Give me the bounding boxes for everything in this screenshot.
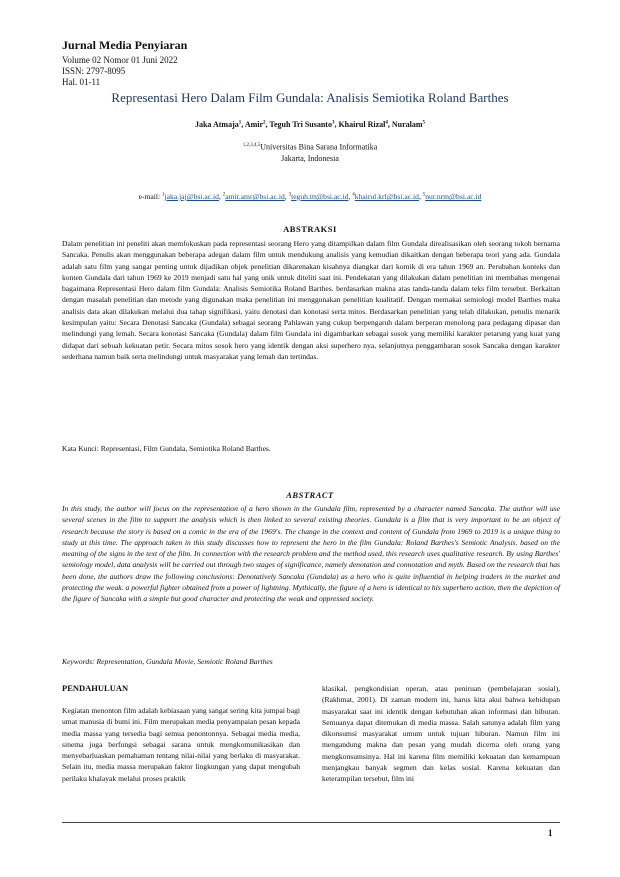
affiliation-sup: 1,2,3,4,5 bbox=[242, 143, 261, 148]
page-range: Hal. 01-11 bbox=[62, 77, 101, 87]
author-name: Amir bbox=[244, 120, 264, 129]
email-link[interactable]: nur.nrm@bsi.ac.id bbox=[425, 192, 482, 201]
paper-title: Representasi Hero Dalam Film Gundala: Analisis Semiotika Roland Barthes bbox=[111, 90, 509, 105]
volume-info: Volume 02 Nomor 01 Juni 2022 bbox=[62, 55, 178, 65]
email-link[interactable]: khairul.krl@bsi.ac.id bbox=[354, 192, 419, 201]
section-heading-pendahuluan: PENDAHULUAN bbox=[62, 683, 129, 693]
author-name: Teguh Tri Susanto bbox=[269, 120, 332, 129]
abstraksi-heading: ABSTRAKSI bbox=[283, 224, 337, 234]
email-link[interactable]: teguh.ttt@bsi.ac.id bbox=[291, 192, 349, 201]
author-sup: 3 bbox=[331, 120, 335, 126]
intro-right-column: klasikal, pengkondisian operan, atau peniruan (pembelajaran sosial), (Rakhmat, 2001). Di zaman modern ini, harus kita akui bahwa kehidupan masyarakat saat ini identik dengan kebutuhan akan informasi dan hiburan. Semuanya dapat ditemukan di media massa. Salah satunya adalah film yang dikonsumsi masyarakat umum untuk tujuan hiburan. Namun film ini mengandung makna dan pesan yang mudah dicerna oleh orang yang mengkonsumsinya. Hal ini karena film memiliki kekuatan dan kemampuan menjangkau banyak segmen dan kelas sosial. Karena kekuatan dan keterampilan tersebut, film ini bbox=[322, 684, 560, 784]
issn: ISSN: 2797-8095 bbox=[62, 66, 126, 76]
author-sup: 1 bbox=[238, 120, 242, 126]
email-link[interactable]: jaka.jaj@bsi.ac.id bbox=[164, 192, 219, 201]
abstraksi-text: Dalam penelitian ini peneliti akan memfokuskan pada representasi seorang Hero yang ditampilkan dalam film Gundala direalisasikan oleh seorang tokoh bernama Sancaka. Penulis akan menggunakan beberapa adegan dalam film untuk mendukung analisis yang kemudian dikaitkan dengan beberapa teori yang ada. Gundala adalah satu film yang sangat penting untuk dijadikan objek penelitian dikarenakan kisahnya diangkat dari komik di era tahun 1969 an. Perubahan konteks dan konten Gundala dari tahun 1969 ke 2019 menjadi satu hal yang unik untuk diteliti saat ini. Pendekatan yang dilakukan dalam penelitian ini membahas mengenai bagaimana Representasi Hero dalam film Gundala: Analisis Semiotika Roland Barthes. berdasarkan makna atas tanda-tanda dalam teks film tersebut. Berkaitan dengan masalah penelitian dan metode yang digunakan maka penelitian ini menggunakan penelitian kualitatif. Dengan memakai semiologi model Barthes maka analisis data akan dilakukan melalui dua tahap signifikasi, yaitu denotasi dan konotasi serta mitos. Berdasarkan penelitian yang telah dilakukan, penulis menarik kesimpulan yaitu: Secara Denotasi Sancaka (Gundala) sebagai seorang Pahlawan yang cukup berpengaruh dalam berperan menolong para pedagang dipasar dan melindungi yang lemah. Secara konotasi Sancaka (Gundala) dalam film Gundala ini digambarkan sebagai sosok yang memiliki karakter petarung yang kuat yang didapat dari sebuah kekuatan petir. Secara mitos sosok hero yang identik dengan aksi superhero nya, selanjutnya penggambaran sosok Sancaka dengan karakter sederhana namun baik serta melindungi untuk masyarakat yang lemah dan tertindas. bbox=[62, 239, 560, 361]
institution: Universitas Bina Sarana Informatika bbox=[260, 142, 378, 152]
author-sup: 2 bbox=[263, 120, 266, 126]
city: Jakarta, Indonesia bbox=[281, 153, 339, 163]
journal-name: Jurnal Media Penyiaran bbox=[62, 38, 188, 52]
author-name: Jaka Atmaja bbox=[194, 120, 239, 129]
page-number: 1 bbox=[548, 828, 553, 838]
email-label: e-mail: bbox=[138, 192, 161, 201]
author-list: Jaka Atmaja$^1$, Amir$^2$, Teguh Tri Susanto$^3$, Khairul Rizal$^4$, Nuralam$^5$ bbox=[194, 120, 426, 129]
keywords: Keywords: Representation, Gundala Movie, Semiotic Roland Barthes bbox=[62, 657, 273, 666]
author-name: Khairul Rizal bbox=[338, 120, 386, 129]
email-line: e-mail: $^1$jaka.jaj@bsi.ac.id, $^2$amir.amr@bsi.ac.id, $^3$teguh.ttt@bsi.ac.id, $^4$khairul.krl@bsi.ac.id, $^5$nur.nrm@bsi.ac.id bbox=[138, 192, 482, 201]
author-sup: 4 bbox=[385, 120, 388, 126]
author-name: Nuralam bbox=[391, 120, 423, 129]
abstract-text: In this study, the author will focus on the representation of a hero shown in the Gundala film, represented by a character named Sancaka. The author will use several scenes in the film to support the analysis which is then linked to several existing theories. Gundala is a film that is very important to be an object of research because the story is based on a comic in the era of the 1969's. The change in the context and content of Gundala from 1969 to 2019 is a unique thing to study at this time. The approach taken in this study discusses how to represent the hero in the film Gundala: Roland Barthes's Semiotic Analysis. based on the meaning of the signs in the text of the film. In connection with the research problem and the method used, this research uses qualitative research. By using Barthes' semiology model, data analysis will be carried out through two stages of significance, namely denotation and connotation and myth. Based on the research that has been done, the authors draw the following conclusions: Denotatively Sancaka (Gundala) as a hero who is quite influential in helping traders in the market and protecting the weak. a powerful fighter obtained from a power of lightning. Mythically, the figure of a hero is identical to his superhero action, then the depiction of the figure of Sancaka with a simple but good character and protecting the weak and oppressed society. bbox=[62, 504, 560, 604]
affiliation bbox=[0, 140, 620, 164]
kata-kunci: Kata Kunci: Representasi, Film Gundala, Semiotika Roland Barthes. bbox=[62, 444, 271, 453]
footer-rule bbox=[62, 822, 560, 823]
intro-left-column: Kegiatan menonton film adalah kebiasaan yang sangat sering kita jumpai bagi umat manusia di bumi ini. Film merupakan media penyampaian pesan kepada media massa yang tersedia bagi semua penontonnya. Sebagai media media, sinema juga berfungsi sebagai sarana untuk mengkomunikasikan dan menyebarluaskan pemahaman tentang nilai-nilai yang berlaku di masyarakat. Selain itu, media massa merupakan faktor lingkungan yang dapat mengubah perilaku khalayak melalui proses praktik bbox=[62, 706, 300, 783]
abstract-heading: ABSTRACT bbox=[286, 490, 334, 500]
author-sup: 5 bbox=[422, 120, 426, 126]
email-link[interactable]: amir.amr@bsi.ac.id bbox=[225, 192, 285, 201]
